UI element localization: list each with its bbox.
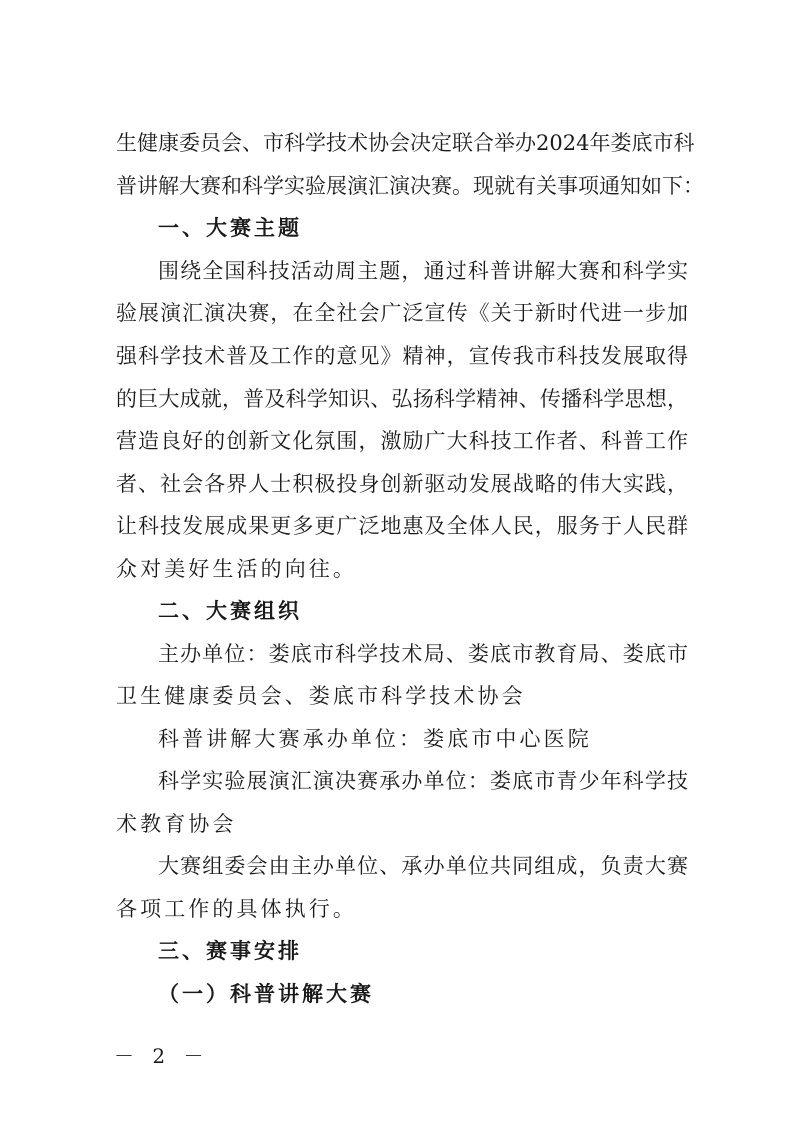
body-text-line: 科学实验展演汇演决赛承办单位：娄底市青少年科学技 — [158, 769, 688, 793]
body-text-line: 科普讲解大赛承办单位：娄底市中心医院 — [158, 727, 592, 751]
page-number: － 2 － — [114, 1044, 210, 1068]
body-text-line: 各项工作的具体执行。 — [116, 897, 357, 921]
subsection-heading-science-explanation-contest: （一）科普讲解大赛 — [158, 982, 374, 1006]
body-text-line: 者、社会各界人士积极投身创新驱动发展战略的伟大实践， — [116, 472, 688, 496]
body-text-line: 大赛组委会由主办单位、承办单位共同组成，负责大赛 — [158, 854, 688, 878]
body-text-line: 众对美好生活的向往。 — [116, 557, 357, 581]
body-text-line: 营造良好的创新文化氛围，激励广大科技工作者、科普工作 — [116, 429, 688, 453]
section-heading-theme: 一、大赛主题 — [158, 216, 302, 240]
body-text-line: 普讲解大赛和科学实验展演汇演决赛。现就有关事项通知如下： — [116, 174, 704, 198]
body-text-line: 围绕全国科技活动周主题，通过科普讲解大赛和科学实 — [158, 259, 688, 283]
body-text-line: 术教育协会 — [116, 812, 237, 836]
body-text-line: 强科学技术普及工作的意见》精神，宣传我市科技发展取得 — [116, 344, 688, 368]
body-text-line: 主办单位：娄底市科学技术局、娄底市教育局、娄底市 — [158, 642, 688, 666]
body-text-line: 生健康委员会、市科学技术协会决定联合举办2024年娄底市科 — [116, 131, 695, 155]
body-text-line: 验展演汇演决赛，在全社会广泛宣传《关于新时代进一步加 — [116, 301, 688, 325]
body-text-line: 的巨大成就，普及科学知识、弘扬科学精神、传播科学思想， — [116, 387, 688, 411]
body-text-line: 卫生健康委员会、娄底市科学技术协会 — [116, 684, 526, 708]
section-heading-organization: 二、大赛组织 — [158, 599, 302, 623]
body-text-line: 让科技发展成果更多更广泛地惠及全体人民，服务于人民群 — [116, 514, 688, 538]
section-heading-schedule: 三、赛事安排 — [158, 939, 302, 963]
